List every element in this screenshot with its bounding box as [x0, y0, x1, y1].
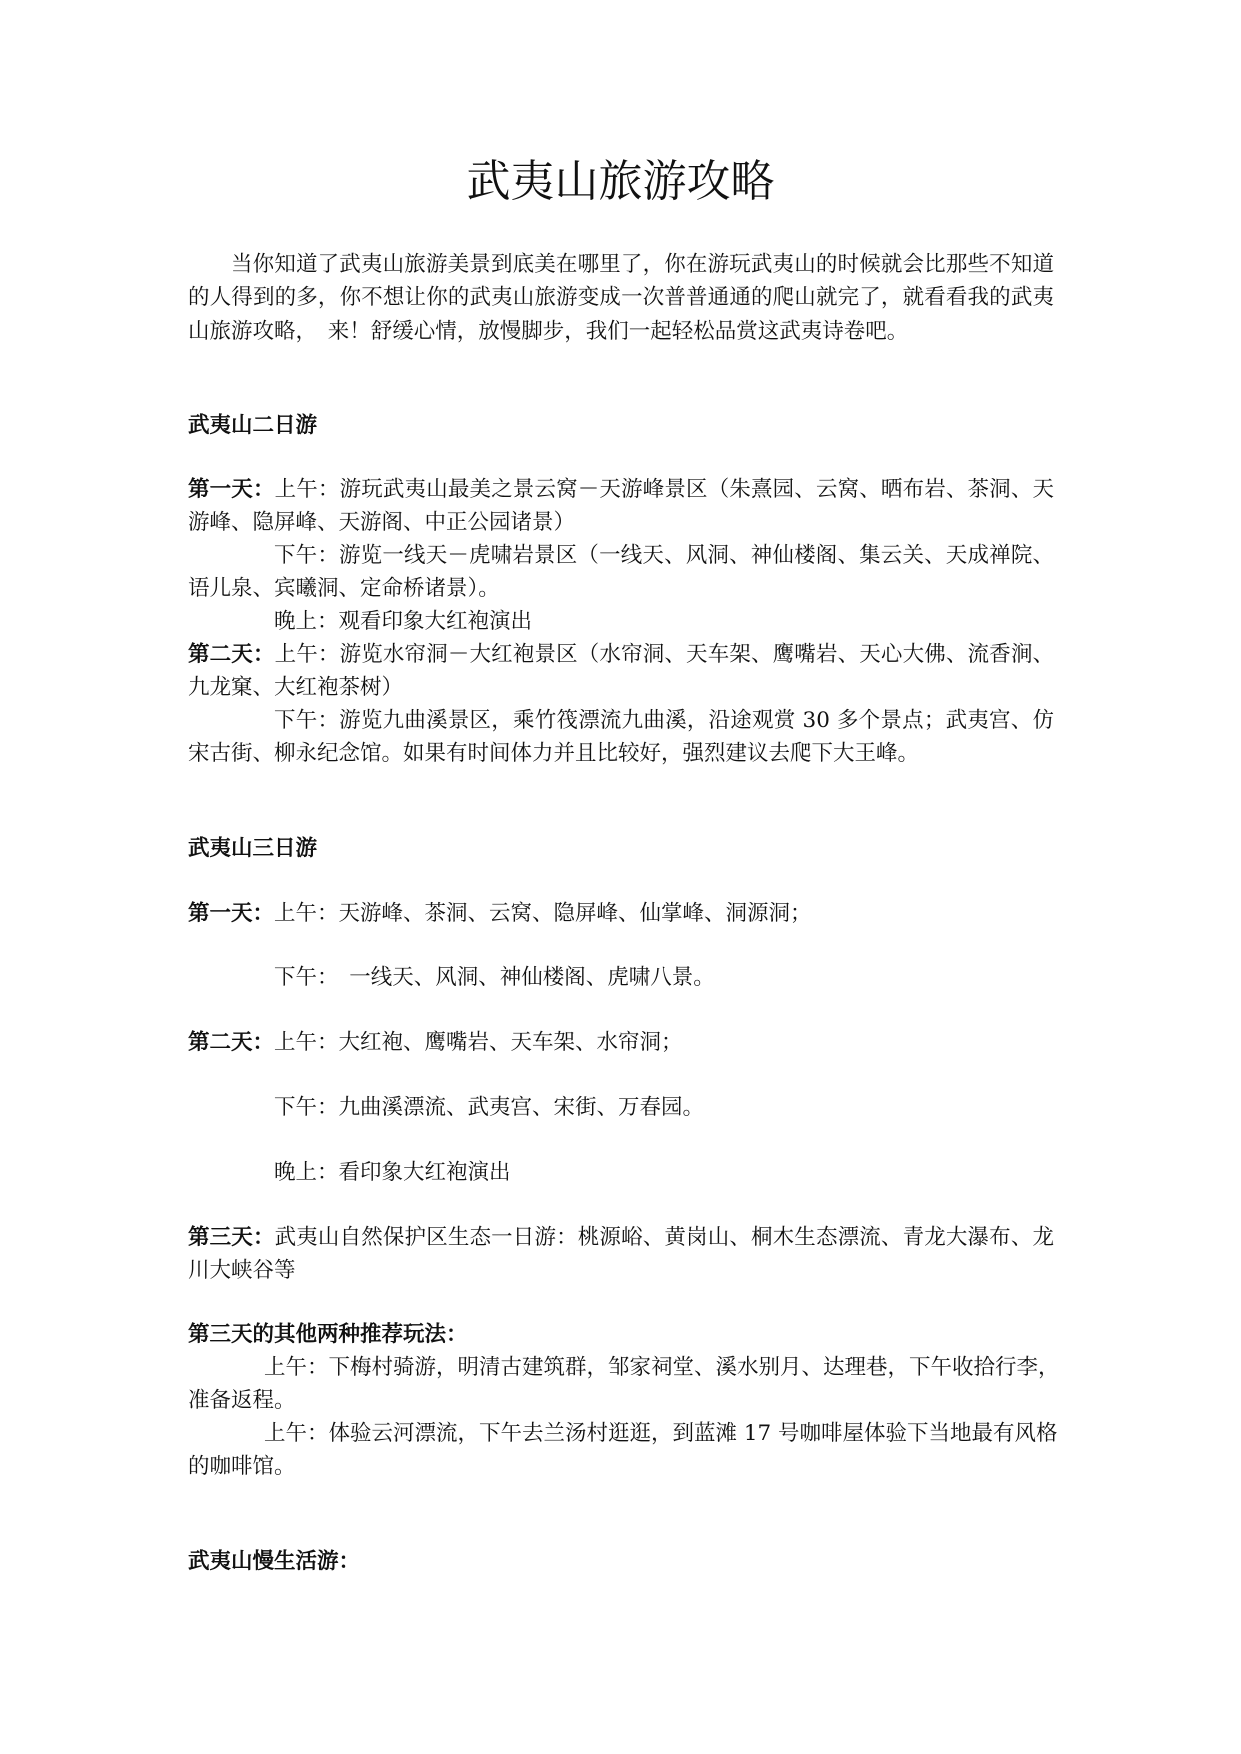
two-day-day1-line — [188, 473, 1054, 507]
two-day-day2-line — [188, 638, 1054, 672]
intro-line-2: 的人得到的多，你不想让你的武夷山旅游变成一次普普通通的爬山就完了，就看看我的武夷 — [188, 285, 1054, 310]
schedule-text: 武夷山自然保护区生态一日游：桃源峪、黄岗山、桐木生态漂流、青龙大瀑布、龙 — [274, 1225, 1054, 1250]
three-day-day3-line — [188, 1221, 1054, 1255]
alternative-2-line-cont: 的咖啡馆。 — [188, 1454, 296, 1479]
three-day-day3-line-cont: 川大峡谷等 — [188, 1258, 296, 1283]
schedule-text: 上午：大红袍、鹰嘴岩、天车架、水帘洞； — [274, 1030, 683, 1055]
alternative-2-line: 上午：体验云河漂流，下午去兰汤村逛逛，到蓝滩 17 号咖啡屋体验下当地最有风格 — [264, 1421, 1058, 1446]
schedule-text: 上午：游玩武夷山最美之景云窝－天游峰景区（朱熹园、云窝、晒布岩、茶洞、天 — [274, 477, 1054, 502]
two-day-day2-afternoon: 下午：游览九曲溪景区，乘竹筏漂流九曲溪，沿途观赏 30 多个景点；武夷宫、仿 — [274, 708, 1054, 733]
three-day-day2-afternoon: 下午：九曲溪漂流、武夷宫、宋街、万春园。 — [274, 1095, 705, 1120]
three-day-heading: 武夷山三日游 — [188, 836, 318, 861]
day-label: 第一天： — [188, 477, 275, 502]
three-day-day2-evening: 晚上：看印象大红袍演出 — [274, 1160, 511, 1185]
day-label: 第二天： — [188, 1030, 275, 1055]
alternative-1-line-cont: 准备返程。 — [188, 1388, 296, 1413]
two-day-day2-line-cont: 九龙窠、大红袍茶树） — [188, 675, 404, 700]
two-day-day1-afternoon-cont: 语儿泉、宾曦洞、定命桥诸景）。 — [188, 576, 500, 601]
three-day-day1-morning — [188, 897, 1054, 931]
alternatives-heading: 第三天的其他两种推荐玩法： — [188, 1322, 468, 1347]
two-day-day1-afternoon: 下午：游览一线天－虎啸岩景区（一线天、风洞、神仙楼阁、集云关、天成禅院、 — [274, 543, 1054, 568]
document-title: 武夷山旅游攻略 — [466, 156, 775, 207]
three-day-day1-afternoon: 下午： 一线天、风洞、神仙楼阁、虎啸八景。 — [274, 965, 715, 990]
schedule-text: 上午：游览水帘洞－大红袍景区（水帘洞、天车架、鹰嘴岩、天心大佛、流香涧、 — [274, 642, 1054, 667]
slow-life-heading: 武夷山慢生活游： — [188, 1549, 361, 1574]
two-day-heading: 武夷山二日游 — [188, 413, 318, 438]
two-day-day1-evening: 晚上：观看印象大红袍演出 — [274, 609, 533, 634]
intro-line-3: 山旅游攻略， 来！舒缓心情，放慢脚步，我们一起轻松品赏这武夷诗卷吧。 — [188, 319, 909, 344]
day-label: 第三天： — [188, 1225, 275, 1250]
day-label: 第二天： — [188, 642, 275, 667]
intro-line-1: 当你知道了武夷山旅游美景到底美在哪里了，你在游玩武夷山的时候就会比那些不知道 — [231, 252, 1054, 277]
day-label: 第一天： — [188, 901, 275, 926]
two-day-day1-line-cont: 游峰、隐屏峰、天游阁、中正公园诸景） — [188, 510, 576, 535]
three-day-day2-morning — [188, 1026, 1054, 1060]
two-day-day2-afternoon-cont: 宋古街、柳永纪念馆。如果有时间体力并且比较好，强烈建议去爬下大王峰。 — [188, 741, 920, 766]
alternative-1-line: 上午：下梅村骑游，明清古建筑群，邹家祠堂、溪水别月、达理巷，下午收拾行李， — [264, 1355, 1060, 1380]
schedule-text: 上午：天游峰、茶洞、云窝、隐屏峰、仙掌峰、洞源洞； — [274, 901, 812, 926]
